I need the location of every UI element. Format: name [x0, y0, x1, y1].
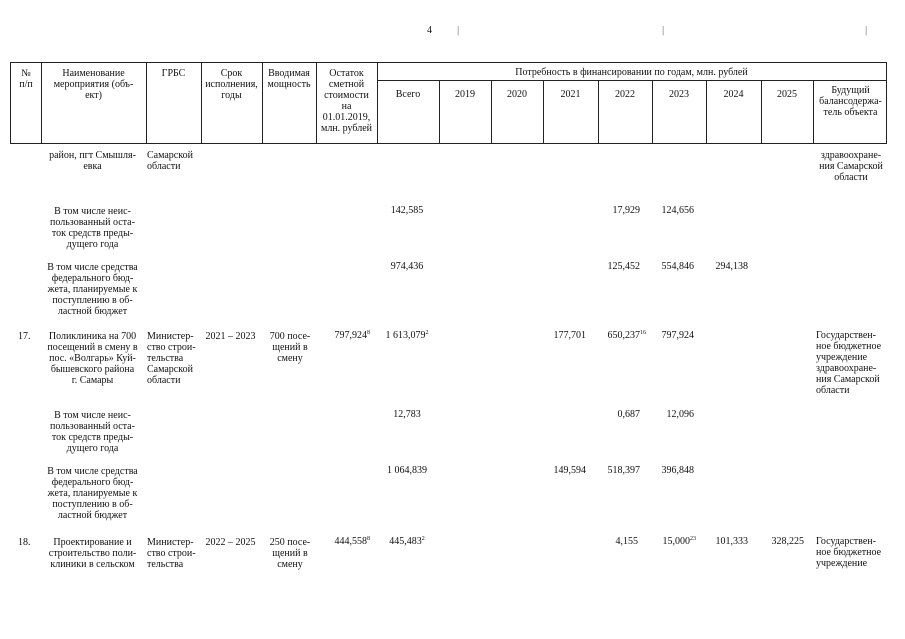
row-future-holder: Государствен- ное бюджетное учреждение здравоохране- ния Самарской области [816, 330, 882, 396]
row-name: Поликлиника на 700 посещений в смену в пос. «Волгарь» Куй- бышевского района г. Самары [47, 331, 138, 386]
header-year-2020: 2020 [507, 89, 527, 100]
row-total: 445,483$^2$ [389, 536, 425, 547]
header-year-2021: 2021 [560, 89, 581, 100]
row-2023: 124,656 [661, 205, 694, 216]
row-2023: 12,096 [666, 409, 694, 420]
header-term: Срок исполнения, годы [205, 68, 258, 101]
row-total: 12,783 [393, 409, 421, 420]
row-total: 142,585 [390, 205, 424, 216]
row-name: Проектирование и строительство поли- клиники в сельском [48, 537, 137, 570]
row-2022: 17,929 [612, 205, 640, 216]
row-future-holder: здравоохране- ния Самарской области [819, 150, 883, 183]
row-grbs: Министер- ство строи- тельства Самарской области [147, 331, 196, 386]
header-capacity: Вводимая мощность [267, 68, 311, 90]
header-financing: Потребность в финансировании по годам, млн. рублей [515, 67, 748, 78]
header-name: Наименование мероприятия (объ- ект) [53, 68, 134, 101]
row-total: 974,436 [390, 261, 424, 272]
row-2021: 177,701 [553, 330, 586, 341]
row-total: 1 064,839 [387, 465, 427, 476]
row-grbs: Самарской области [147, 150, 193, 172]
row-total: 1 613,079$^2$ [385, 330, 429, 341]
row-name: В том числе неис- пользованный оста- ток средств преды- дущего года [50, 410, 135, 454]
header-num: № п/п [19, 68, 33, 90]
row-name: район, пгт Смышля- евка [49, 150, 136, 172]
row-term: 2021 – 2023 [205, 331, 256, 342]
row-grbs: Министер- ство строи- тельства [147, 537, 196, 570]
row-2022: 4,155 [615, 536, 638, 547]
row-term: 2022 – 2025 [205, 537, 256, 548]
row-num: 17. [18, 331, 31, 342]
row-2023: 797,924 [661, 330, 694, 341]
row-2022: 0,687 [617, 409, 640, 420]
row-2022: 650,237$^{16}$ [607, 330, 646, 341]
row-capacity: 250 посе- щений в смену [269, 537, 311, 570]
header-year-2025: 2025 [777, 89, 797, 100]
header-total: Всего [395, 89, 421, 100]
header-grbs: ГРБС [161, 68, 186, 79]
row-2022: 518,397 [607, 465, 640, 476]
header-year-2019: 2019 [455, 89, 475, 100]
row-2024: 294,138 [715, 261, 748, 272]
row-future-holder: Государствен- ное бюджетное учреждение [816, 536, 882, 569]
header-year-2023: 2023 [669, 89, 689, 100]
row-name: В том числе средства федерального бюд- жета, планируемые к поступлению в об- ластной бюджет [47, 466, 138, 521]
row-2025: 328,225 [771, 536, 804, 547]
row-2023: 396,848 [661, 465, 694, 476]
row-remainder: 797,924$^8$ [334, 330, 370, 341]
scan-mark: | [865, 24, 868, 36]
scan-mark: | [457, 24, 460, 36]
row-2021: 149,594 [553, 465, 586, 476]
header-year-2022: 2022 [615, 89, 635, 100]
scan-mark: | [662, 24, 665, 36]
row-capacity: 700 посе- щений в смену [269, 331, 311, 364]
header-future-holder: Будущий балансодержа- тель объекта [819, 85, 882, 118]
row-2022: 125,452 [607, 261, 640, 272]
row-remainder: 444,558$^8$ [334, 536, 370, 547]
header-year-2024: 2024 [723, 89, 744, 100]
row-num: 18. [18, 537, 31, 548]
table-header [10, 62, 887, 144]
page-number: 4 [427, 25, 432, 36]
row-name: В том числе средства федерального бюд- жета, планируемые к поступлению в об- ластной бюджет [47, 262, 138, 317]
header-remainder: Остаток сметной стоимости на 01.01.2019, млн. рублей [320, 68, 373, 134]
row-2023: 15,000$^{23}$ [662, 536, 696, 547]
row-name: В том числе неис- пользованный оста- ток средств преды- дущего года [50, 206, 135, 250]
row-2024: 101,333 [715, 536, 748, 547]
row-2023: 554,846 [661, 261, 694, 272]
